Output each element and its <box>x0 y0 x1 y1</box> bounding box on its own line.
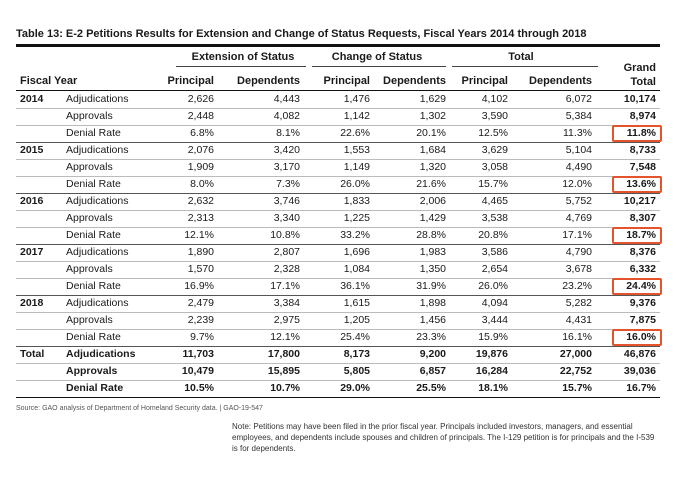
table-cell: 3,590 <box>481 110 508 122</box>
table-cell: 1,570 <box>187 263 214 275</box>
table-cell: 22.6% <box>340 127 370 139</box>
table-cell: 17.1% <box>270 280 300 292</box>
table-row <box>16 108 660 125</box>
row-label: Approvals <box>66 314 113 326</box>
table-cell: 4,465 <box>481 195 508 207</box>
group-extension-of-status: Extension of Status <box>191 51 295 63</box>
table-cell: 10.8% <box>270 229 300 241</box>
cell-grand-total: 7,548 <box>629 161 656 173</box>
denial-rate-highlight <box>612 278 662 295</box>
table-cell: 3,586 <box>481 246 508 258</box>
table-cell: 2,654 <box>481 263 508 275</box>
table-cell: 1,684 <box>419 144 446 156</box>
table-row <box>16 363 660 380</box>
table-cell: 20.1% <box>416 127 446 139</box>
table-cell: 15.7% <box>562 382 592 394</box>
table-cell: 3,384 <box>273 297 300 309</box>
cell-grand-total: 8,733 <box>629 144 656 156</box>
row-label: Denial Rate <box>66 280 121 292</box>
table-cell: 3,420 <box>273 144 300 156</box>
table-cell: 2,479 <box>187 297 214 309</box>
row-label: Adjudications <box>66 246 129 258</box>
row-label: Adjudications <box>66 144 129 156</box>
table-cell: 4,769 <box>565 212 592 224</box>
table-cell: 25.5% <box>416 382 446 394</box>
table-cell: 21.6% <box>416 178 446 190</box>
table-title: Table 13: E-2 Petitions Results for Extension and Change of Status Requests, Fiscal Years 2014 through 2018 <box>16 28 587 40</box>
denial-rate-highlight <box>612 176 662 193</box>
table-row <box>16 244 660 261</box>
table-cell: 1,142 <box>343 110 370 122</box>
table-cell: 12.5% <box>478 127 508 139</box>
table-cell: 1,476 <box>343 93 370 105</box>
table-cell: 26.0% <box>478 280 508 292</box>
group-extension-underline <box>176 66 306 67</box>
table-cell: 1,429 <box>419 212 446 224</box>
table-cell: 3,340 <box>273 212 300 224</box>
table-cell: 23.3% <box>416 331 446 343</box>
table-cell: 3,629 <box>481 144 508 156</box>
table-cell: 28.8% <box>416 229 446 241</box>
table-cell: 16,284 <box>475 365 508 377</box>
table-cell: 5,104 <box>565 144 592 156</box>
row-label: Approvals <box>66 263 113 275</box>
header-chg-principal: Principal <box>323 75 370 87</box>
table-cell: 18.1% <box>478 382 508 394</box>
cell-grand-total: 10,217 <box>623 195 656 207</box>
table-cell: 19,876 <box>475 348 508 360</box>
table-cell: 20.8% <box>478 229 508 241</box>
table-row <box>16 329 660 346</box>
table-cell: 36.1% <box>340 280 370 292</box>
group-total-underline <box>452 66 598 67</box>
row-label: Denial Rate <box>66 331 121 343</box>
table-cell: 17.1% <box>562 229 592 241</box>
cell-grand-total: 46,876 <box>623 348 656 360</box>
table-cell: 10.7% <box>270 382 300 394</box>
table-cell: 7.3% <box>276 178 300 190</box>
table-cell: 2,975 <box>273 314 300 326</box>
table-cell: 15.9% <box>478 331 508 343</box>
table-row <box>16 261 660 278</box>
table-cell: 2,006 <box>419 195 446 207</box>
table-cell: 4,790 <box>565 246 592 258</box>
header-tot-dependents: Dependents <box>529 75 592 87</box>
table-cell: 10,479 <box>181 365 214 377</box>
table-cell: 4,443 <box>273 93 300 105</box>
group-change-underline <box>312 66 446 67</box>
header-tot-principal: Principal <box>461 75 508 87</box>
table-cell: 8,173 <box>343 348 370 360</box>
table-cell: 5,282 <box>565 297 592 309</box>
cell-grand-total: 39,036 <box>623 365 656 377</box>
table-row <box>16 295 660 312</box>
group-total: Total <box>508 51 534 63</box>
row-label: Adjudications <box>66 297 129 309</box>
table-cell: 2,626 <box>187 93 214 105</box>
row-fiscal-year: 2018 <box>20 297 44 309</box>
table-cell: 3,058 <box>481 161 508 173</box>
table-row <box>16 142 660 159</box>
table-cell: 1,084 <box>343 263 370 275</box>
cell-grand-total: 18.7% <box>626 229 656 241</box>
table-cell: 1,615 <box>343 297 370 309</box>
table-cell: 4,431 <box>565 314 592 326</box>
table-cell: 6,857 <box>419 365 446 377</box>
table-row <box>16 125 660 142</box>
table-row <box>16 380 660 397</box>
header-fiscal-year: Fiscal Year <box>20 75 78 87</box>
denial-rate-highlight <box>612 329 662 346</box>
table-cell: 15.7% <box>478 178 508 190</box>
denial-rate-highlight <box>612 125 662 142</box>
header-grand-total-line1: Grand <box>623 62 656 74</box>
table-cell: 17,800 <box>267 348 300 360</box>
row-label: Adjudications <box>66 195 129 207</box>
table-cell: 6,072 <box>565 93 592 105</box>
table-cell: 1,983 <box>419 246 446 258</box>
table-cell: 1,302 <box>419 110 446 122</box>
table-cell: 2,313 <box>187 212 214 224</box>
row-fiscal-year: 2015 <box>20 144 44 156</box>
table-cell: 1,456 <box>419 314 446 326</box>
table-cell: 11,703 <box>182 348 214 360</box>
cell-grand-total: 16.0% <box>626 331 656 343</box>
cell-grand-total: 24.4% <box>626 280 656 292</box>
table-cell: 12.1% <box>184 229 214 241</box>
header-chg-dependents: Dependents <box>383 75 446 87</box>
header-grand-total <box>614 61 656 89</box>
source-note: Source: GAO analysis of Department of Homeland Security data. | GAO-19-547 <box>16 405 263 412</box>
table-cell: 1,696 <box>343 246 370 258</box>
table-row <box>16 159 660 176</box>
table-cell: 1,909 <box>187 161 214 173</box>
cell-grand-total: 7,875 <box>629 314 656 326</box>
table-row <box>16 278 660 295</box>
table-cell: 23.2% <box>562 280 592 292</box>
table-cell: 6.8% <box>190 127 214 139</box>
row-label: Approvals <box>66 161 113 173</box>
cell-grand-total: 8,974 <box>629 110 656 122</box>
bottom-rule <box>16 397 660 398</box>
table-cell: 3,746 <box>273 195 300 207</box>
cell-grand-total: 8,376 <box>629 246 656 258</box>
table-cell: 16.1% <box>562 331 592 343</box>
table-cell: 16.9% <box>184 280 214 292</box>
table-row <box>16 193 660 210</box>
row-label: Denial Rate <box>66 178 121 190</box>
table-cell: 1,898 <box>419 297 446 309</box>
cell-grand-total: 10,174 <box>623 93 656 105</box>
cell-grand-total: 9,376 <box>629 297 656 309</box>
table-cell: 12.1% <box>270 331 300 343</box>
row-label: Approvals <box>66 212 113 224</box>
table-cell: 9,200 <box>419 348 446 360</box>
table-cell: 26.0% <box>340 178 370 190</box>
table-cell: 31.9% <box>416 280 446 292</box>
row-label: Adjudications <box>66 93 129 105</box>
table-cell: 15,895 <box>267 365 300 377</box>
table-cell: 5,805 <box>343 365 370 377</box>
table-cell: 4,490 <box>565 161 592 173</box>
table-cell: 12.0% <box>562 178 592 190</box>
header-grand-total-line2: Total <box>630 76 656 88</box>
table-row <box>16 91 660 108</box>
table-cell: 27,000 <box>559 348 592 360</box>
table-cell: 4,102 <box>481 93 508 105</box>
row-label: Approvals <box>66 110 113 122</box>
row-label: Denial Rate <box>66 382 124 394</box>
table-row <box>16 346 660 363</box>
table-cell: 22,752 <box>559 365 592 377</box>
row-label: Denial Rate <box>66 229 121 241</box>
cell-grand-total: 16.7% <box>626 382 656 394</box>
table-cell: 1,320 <box>419 161 446 173</box>
footnote: Note: Petitions may have been filed in the prior fiscal year. Principals included investors, managers, and essential employees, and dependents include spouses and children of principals. The I-129 petition is for principals and the I-539 is for dependents. <box>232 422 655 453</box>
table-cell: 3,170 <box>273 161 300 173</box>
table-cell: 2,328 <box>273 263 300 275</box>
denial-rate-highlight <box>612 227 662 244</box>
table-cell: 29.0% <box>340 382 370 394</box>
table-cell: 2,076 <box>187 144 214 156</box>
table-cell: 2,448 <box>187 110 214 122</box>
cell-grand-total: 8,307 <box>629 212 656 224</box>
cell-grand-total: 11.8% <box>626 127 656 139</box>
header-ext-dependents: Dependents <box>237 75 300 87</box>
cell-grand-total: 6,332 <box>629 263 656 275</box>
table-cell: 1,225 <box>343 212 370 224</box>
table-cell: 25.4% <box>340 331 370 343</box>
header-ext-principal: Principal <box>167 75 214 87</box>
cell-grand-total: 13.6% <box>626 178 656 190</box>
table-row <box>16 312 660 329</box>
table-cell: 1,350 <box>419 263 446 275</box>
row-fiscal-year: 2016 <box>20 195 44 207</box>
table-cell: 2,632 <box>187 195 214 207</box>
table-cell: 11.3% <box>563 127 592 139</box>
table-cell: 2,239 <box>187 314 214 326</box>
table-cell: 10.5% <box>184 382 214 394</box>
row-label: Denial Rate <box>66 127 121 139</box>
table-cell: 3,538 <box>481 212 508 224</box>
group-change-of-status: Change of Status <box>331 51 423 63</box>
top-rule <box>16 44 660 47</box>
table-cell: 4,094 <box>481 297 508 309</box>
table-cell: 2,807 <box>273 246 300 258</box>
table-row <box>16 210 660 227</box>
table-row <box>16 176 660 193</box>
table-cell: 1,149 <box>343 161 370 173</box>
row-label: Approvals <box>66 365 118 377</box>
table-cell: 1,890 <box>187 246 214 258</box>
table-cell: 1,833 <box>343 195 370 207</box>
table-cell: 5,384 <box>565 110 592 122</box>
table-cell: 8.0% <box>190 178 214 190</box>
table-row <box>16 227 660 244</box>
row-fiscal-year: 2014 <box>20 93 44 105</box>
table-cell: 33.2% <box>340 229 370 241</box>
table-cell: 3,444 <box>481 314 508 326</box>
table-cell: 9.7% <box>190 331 214 343</box>
table-cell: 4,082 <box>273 110 300 122</box>
table-cell: 3,678 <box>565 263 592 275</box>
row-fiscal-year: 2017 <box>20 246 44 258</box>
table-cell: 5,752 <box>565 195 592 207</box>
row-label: Adjudications <box>66 348 136 360</box>
row-fiscal-year: Total <box>20 348 45 360</box>
table-cell: 1,205 <box>343 314 370 326</box>
table-cell: 1,629 <box>419 93 446 105</box>
table-cell: 8.1% <box>276 127 300 139</box>
table-cell: 1,553 <box>343 144 370 156</box>
